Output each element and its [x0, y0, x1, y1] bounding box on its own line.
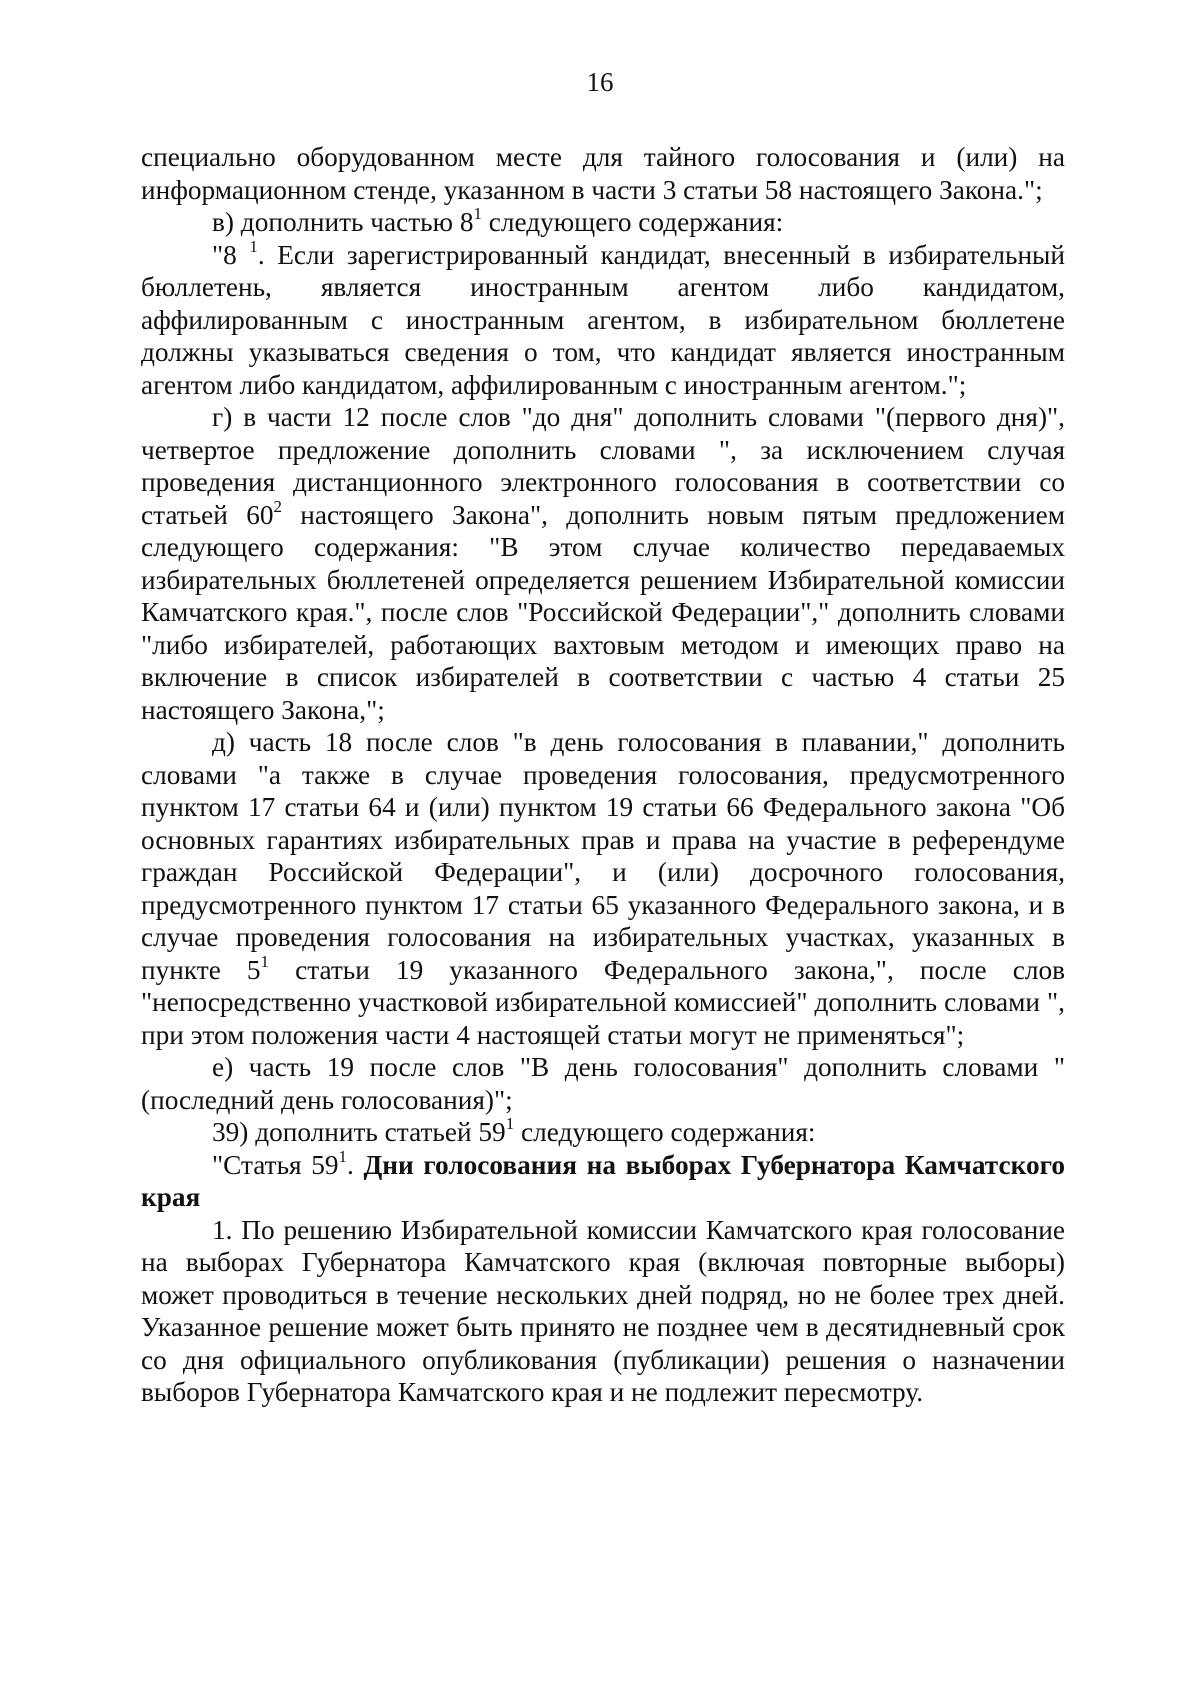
article-title: Дни голосования на выборах Губернатора Камчатского края [141, 1149, 1066, 1212]
paragraph-article-part-1: 1. По решению Избирательной комиссии Камчатского края голосование на выборах Губернатора Камчатского края (включая повторные выборы) может проводиться в течение нескольких дней подряд, но не более трех дней. Указанное решение может быть принято не позднее чем в десятидневный срок со дня официального опубликования (публикации) решения о назначении выборов Губернатора Камчатского края и не подлежит пересмотру. [141, 1214, 1065, 1407]
superscript: 1 [505, 1114, 515, 1134]
text-span: . Если зарегистрированный кандидат, внесенный в избирательный бюллетень, является иностранным агентом либо кандидатом, аффилированным с иностранным агентом, в избирательном бюллетене должны указываться сведения о том, что кандидат является иностранным агентом либо кандидатом, аффилированным с иностранным агентом."; [141, 239, 1066, 400]
paragraph-item-v [141, 206, 1065, 239]
superscript: 1 [473, 204, 482, 224]
paragraph-item-g [141, 401, 1065, 726]
text-span: "Статья 59 [212, 1149, 339, 1180]
text-span: "8 [212, 239, 250, 270]
text-span: следующего содержания: [481, 207, 784, 237]
document-body [141, 141, 1065, 1409]
article-heading [141, 1146, 1066, 1214]
text-span: статьи 19 указанного Федерального закона,", после слов "непосредственно участковой избирательной комиссией" дополнить словами ", при этом положения части 4 настоящей статьи могут не применяться"; [141, 954, 1065, 1050]
text-span: следующего содержания: [514, 1117, 816, 1147]
text-span: . [346, 1149, 364, 1180]
text-span: настоящего Закона", дополнить новым пятым предложением следующего содержания: "В этом случае количество передаваемых избирательных бюллетеней определяется решением Избирательной комиссии Камчатского края.", после слов "Российской Федерации"," дополнить словами "либо избирателей, работающих вахтовым методом и имеющих право на включение в список избирателей в соответствии с частью 4 статьи 25 настоящего Закона,"; [141, 499, 1066, 725]
paragraph-item-39 [141, 1116, 1065, 1149]
superscript: 1 [249, 236, 258, 256]
text-span: д) часть 18 после слов "в день голосования в плавании," дополнить словами "а также в случае проведения голосования, предусмотренного пунктом 17 статьи 64 и (или) пунктом 19 статьи 66 Федерального закона "Об основных гарантиях избирательных прав и права на участие в референдуме граждан Российской Федерации", и (или) досрочного голосования, предусмотренного пунктом 17 статьи 65 указанного Федерального закона, и в случае проведения голосования на избирательных участках, указанных в пункте 5 [141, 727, 1065, 985]
paragraph-continuation: специально оборудованном месте для тайного голосования и (или) на информационном стенде, указанном в части 3 статьи 58 настоящего Закона."; [141, 142, 1065, 205]
text-span: в) дополнить частью 8 [212, 207, 474, 237]
text-span: г) в части 12 после слов "до дня" дополнить словами "(первого дня)", четвертое предложение дополнить словами ", за исключением случая проведения дистанционного электронного голосования в соответствии со статьей 60 [141, 402, 1065, 530]
paragraph-part-8-1 [141, 236, 1066, 402]
superscript: 2 [273, 496, 282, 516]
paragraph-item-e: е) часть 19 после слов "В день голосования" дополнить словами "(последний день голосования)"; [141, 1052, 1065, 1115]
paragraph-item-d [141, 726, 1065, 1051]
superscript: 1 [260, 951, 269, 971]
page-number: 16 [586, 67, 614, 97]
text-span: 39) дополнить статьей 59 [212, 1117, 506, 1147]
superscript: 1 [338, 1146, 347, 1166]
